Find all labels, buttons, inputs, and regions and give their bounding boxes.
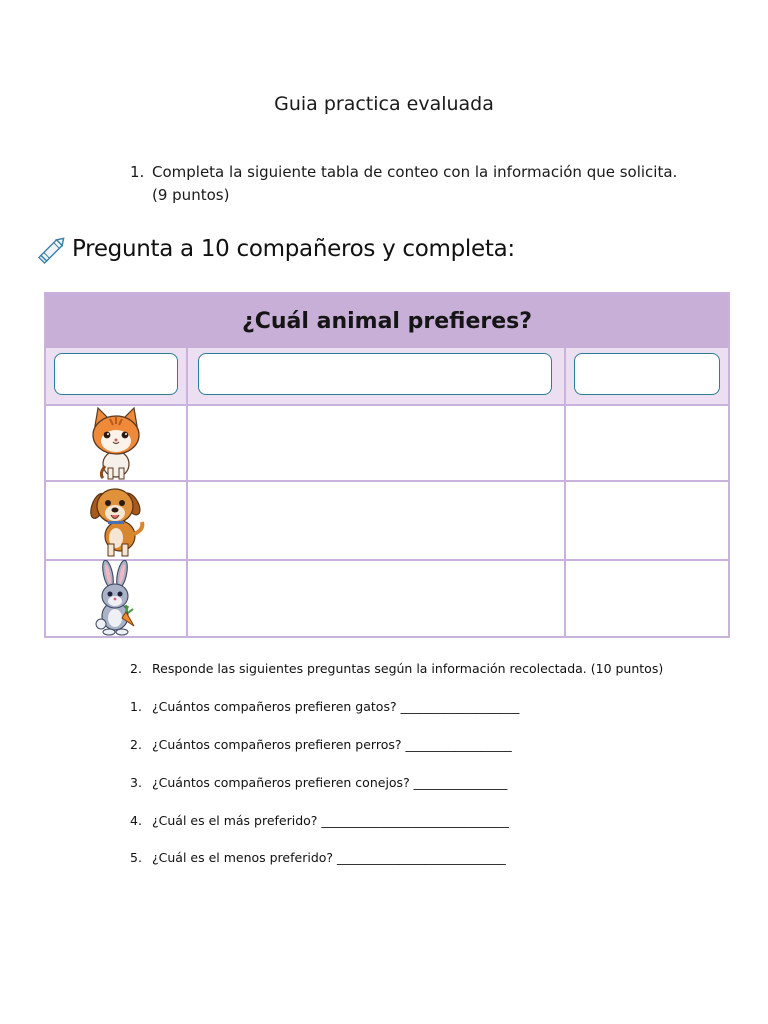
table-label-row [46, 348, 728, 406]
question-number: 2. [130, 737, 142, 752]
instruction-1-line2: (9 puntos) [152, 186, 230, 204]
tally-table [44, 292, 730, 638]
question-number: 4. [130, 813, 142, 828]
rabbit-icon [74, 560, 158, 636]
label-box-tally[interactable] [198, 353, 552, 395]
survey-heading [36, 232, 596, 266]
question-text: ¿Cuál es el menos preferido? ___________________________ [152, 850, 506, 865]
table-title: ¿Cuál animal prefieres? [241, 308, 532, 334]
label-box-animal[interactable] [54, 353, 178, 395]
table-header [46, 294, 728, 348]
survey-heading-text: Pregunta a 10 compañeros y completa: [72, 236, 515, 262]
label-box-total[interactable] [574, 353, 720, 395]
page-title: Guia practica evaluada [274, 93, 494, 115]
question-number: 3. [130, 775, 142, 790]
question-text: ¿Cuántos compañeros prefieren conejos? _______________ [152, 775, 508, 790]
question-number: 1. [130, 699, 142, 714]
question-number: 5. [130, 850, 142, 865]
question-text: ¿Cuál es el más preferido? ______________________________ [152, 813, 509, 828]
pencil-icon [36, 232, 70, 266]
column-divider [564, 348, 566, 638]
question-text: ¿Cuántos compañeros prefieren perros? _________________ [152, 737, 512, 752]
question-text: ¿Cuántos compañeros prefieren gatos? ___________________ [152, 699, 520, 714]
column-divider [186, 348, 188, 638]
instruction-1-line1: Completa la siguiente tabla de conteo con la información que solicita. [152, 163, 678, 181]
instruction-2-number: 2. [130, 661, 142, 676]
dog-icon [74, 482, 158, 558]
instruction-1-number: 1. [130, 163, 145, 181]
instruction-2-text: Responde las siguientes preguntas según la información recolectada. (10 puntos) [152, 661, 664, 676]
instruction-1-text [152, 161, 692, 207]
cat-icon [74, 404, 158, 480]
